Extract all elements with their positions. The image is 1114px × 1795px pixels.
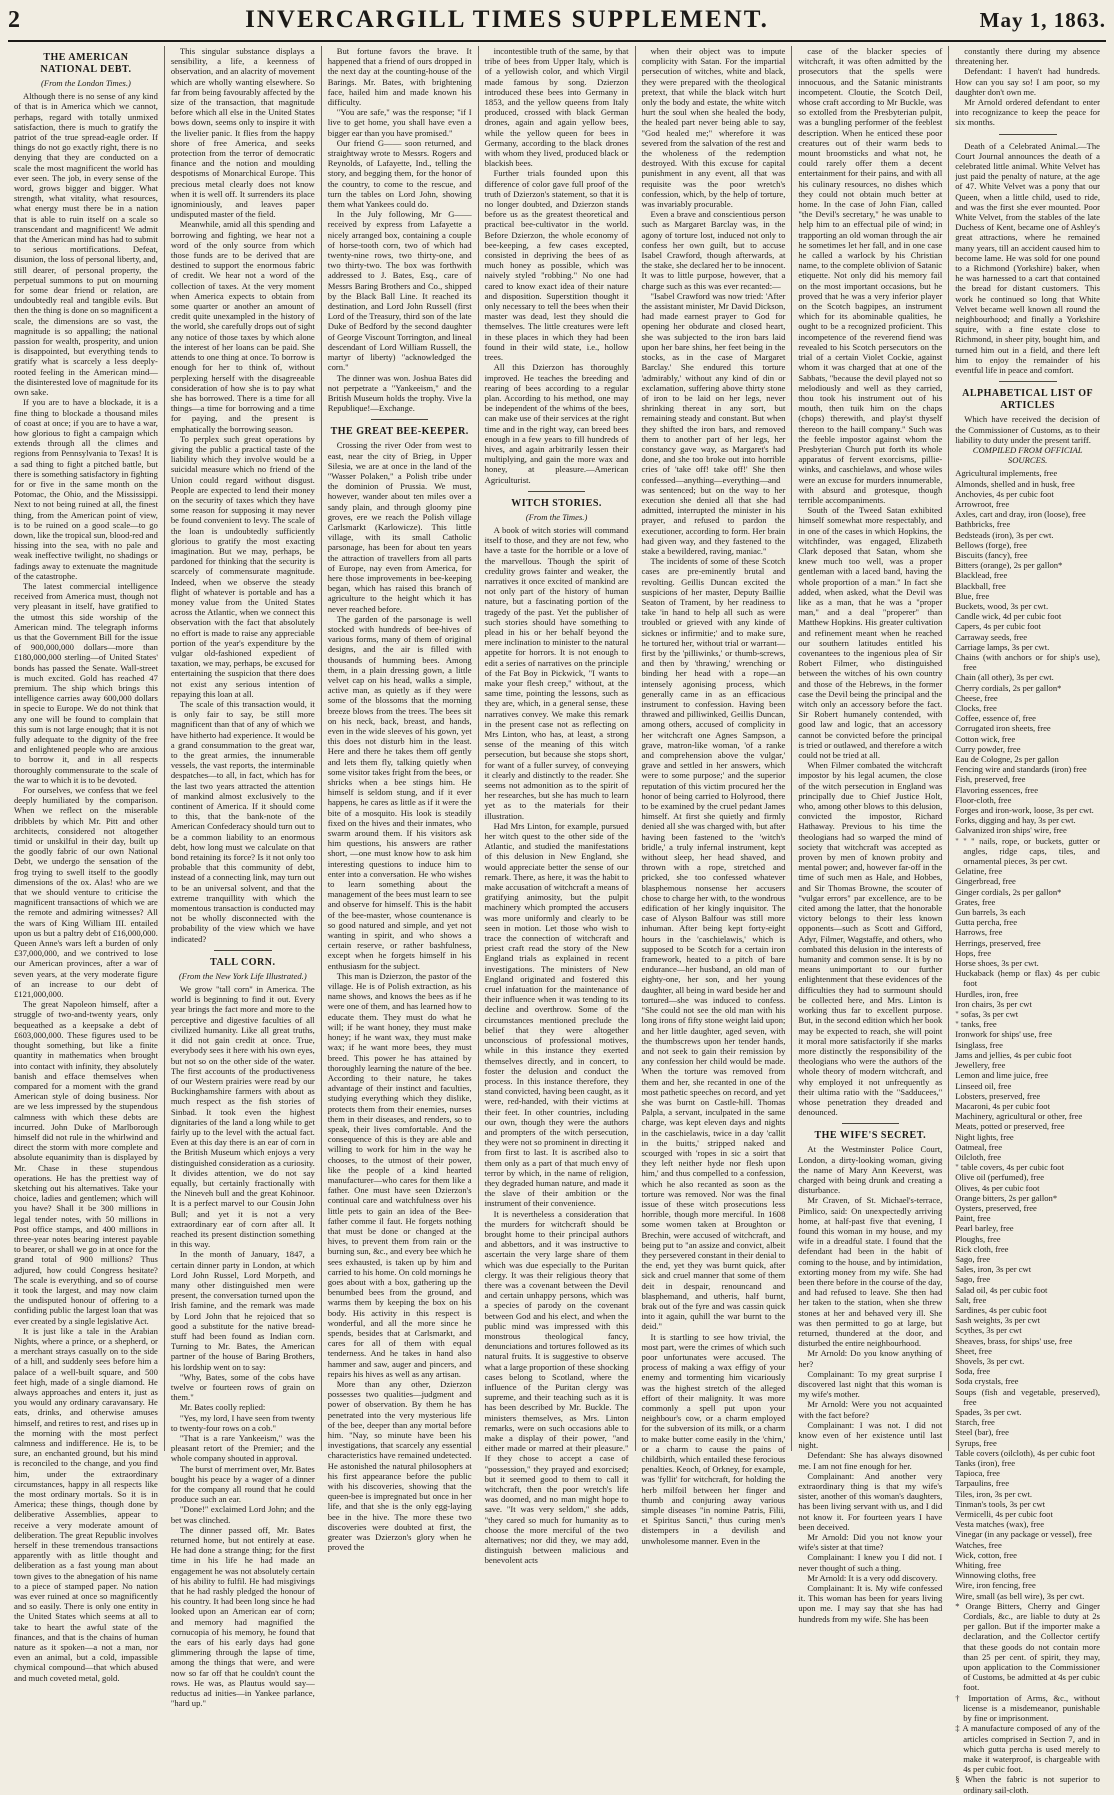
list-item: Vesta matches (wax), free: [955, 1519, 1045, 1530]
list-item: Tarpaulins, free: [955, 1478, 1010, 1489]
paragraph: Mr Arnold: Do you know anything of her?: [798, 1348, 943, 1369]
paragraph: Mr Arnold: It is a very odd discovery.: [807, 1572, 938, 1583]
list-item: Corrugated iron sheets, free: [955, 723, 1051, 734]
paragraph: incontestible truth of the same, by that tribe of bees from Upper Italy, which is of a yellowish color, and which Virgil made famous by song. Dzierzon introduced these bees into Germany in 1853, and the yellow queens from Italy produced, crossed with black German drones, again and again yellow bees, while the yellow queen for bees in Germany, according to the black drones with whom they lived, produced black or blackish bees.: [484, 46, 629, 169]
column-5: [636, 46, 793, 1546]
paragraph: The dinner passed off, Mr. Bates returned home, but not entirely at ease. He had done a strange thing; for the first time in his life he had made an engagement he was not absolutely certain of his ability to fulfil. He had misgivings that he had rashly pledged the honour of his country. It had been long since he had looked upon an American ear of corn; and memory had magnified the cornucopia of his memory, he found that the ears of his early days had gone glimmering through the lapse of time, among the things that were, and were now so far off that he couldn't count the rows. He was, as Plautus would say—reductus ad inities—in Yankee parlance, "hard up.": [170, 1524, 315, 1709]
list-item: Meats, potted or preserved, free: [955, 1121, 1065, 1132]
article-body: [171, 46, 315, 944]
list-item: Macaroni, 4s per cubic foot: [955, 1100, 1050, 1111]
paragraph: The dinner was won. Joshua Bates did not perpetrate a "Yankeeism," and the British Museum holds the trophy. Vive la Republique!—Exchange.: [327, 372, 472, 414]
list-item: Whiting, free: [955, 1560, 1002, 1571]
article-title: ALPHABETICAL LIST OF ARTICLES: [962, 388, 1094, 412]
list-item: Starch, free: [955, 1417, 995, 1428]
list-item: Fencing wire and standards (iron) free: [955, 764, 1087, 775]
list-item: Wire, iron fencing, free: [955, 1580, 1036, 1591]
divider: [999, 381, 1057, 382]
paragraph: Mr Craven, of St. Michael's-terrace, Pimlico, said: On unexpectedly arriving home, at half-past five that evening, I found this woman in my house, and my wife in a dreadful state. I found that the defendant had been in the habit of coming to the house, and by intimidation, extorting money from my wife. She had been there before in the course of the day, and had refused to leave. She then had her taken to the station, when she threw stones at her and behaved very ill. She was then permitted to go at large, but returned, thundered at the door, and disturbed the entire neighbourhood.: [798, 1195, 943, 1349]
list-item: Gutta percha, free: [955, 917, 1018, 928]
list-item: " " " nails, rope, or buckets, gutter or angles, ridge caps, tiles, and ornamental pieces, 3s per cwt.: [955, 835, 1100, 867]
paragraph: when their object was to impute complicity with Satan. For the impartial persecution of witches, white and black, they were prepared with the theological pretext, that while the black witch hurt only the body and estate, the white witch hurt the soul when she healed the body, the healed part never being able to say, "God healed me;" wherefore it was severed from the salvation of the rest and the wholeness of the redemption destroyed. With this excuse for capital punishment in any event, all that was requisite was the poor wretch's confession, which, by the help of torture, was invariably procurable.: [641, 46, 786, 210]
list-item: Chain (all other), 3s per cwt.: [955, 672, 1054, 683]
paragraph: South of the Tweed Satan exhibited himself somewhat more respectably, and in one of the cases in which Hopkins, the witchfinder, was engaged, Elizabeth Clark deposed that Satan, whom she knew much too well, was a proper gentleman with a laced band, having the whole proportion of a man." In fact she added, when asked, what the Devil was like as a man, that he was a "proper man," and a deal "properer" than Matthew Hopkins. His greater cultivation and refinement meant when he reached our southern latitudes entitled his covenantees to the ingenious plea of Sir Robert Filmer, who distinguished between the witches of his own country and those of the Hebrews, in the former case the Devil being the principal and the witch only an accessory before the fact. Sir Robert humanely contended, with good law and logic, that an accessory cannot be convicted before the principal is tried or outlawed, and therefore a witch could not be tried at all.: [798, 505, 943, 761]
list-item: Horse shoes, 3s per cwt.: [955, 958, 1039, 969]
list-item: Isinglass, free: [955, 1039, 1003, 1050]
article-list: [955, 468, 1100, 1794]
list-item: Flavoring essences, free: [955, 784, 1039, 795]
list-item: Cherry cordials, 2s per gallon*: [955, 682, 1062, 693]
list-item: Orange bitters, 2s per gallon*: [955, 1192, 1058, 1203]
divider: [999, 134, 1057, 135]
list-item: Fish, preserved, free: [955, 774, 1026, 785]
column-6: [792, 46, 949, 1624]
list-item: Agricultural implements, free: [955, 468, 1058, 479]
paragraph: It is startling to see how trivial, the most part, were the crimes of which such poor unfortunates were accused. The process of making a wax effigy of your enemy and tormenting him vicariously was the highest stretch of the alleged effort of their malignity. It was more commonly a spell put upon your neighbour's cow, or a charm employed for the subversion of its milk, or a charm to make butter come easily in the 'chirn,' or a charm to cause the pains of childbirth, which entailed these ferocious penalties. Keoch, of Orkney, for example, was 'fyllit' for witchcraft, for holding the herb milfoil between her finger and thumb and conjuring away various simple diseases "in nomine Patris, Filii, et Spiritus Sancti," thus curing men's distempers in a devilish and unwholesome manner. Even in the: [641, 1331, 786, 1546]
list-item: Sago, free: [955, 1274, 991, 1285]
list-item: Blacklead, free: [955, 570, 1008, 581]
paragraph: Although there is no sense of any kind of that is in America which we cannot, perhaps, regard with totally unmixed satisfaction, there is much to gratify the patriot of the true spread-eagle order. If things do not go exactly right, there is no denying that they are conducted on a scale the most magnificent the world has ever seen. The job, in every sense of the word, grows bigger and bigger. What strength, what vitality, what resources, what energy must there be in a nation that is able to ruin itself on a scale so transcendant and magnificent! We admit that the American mind has had to submit to serious mortifications. Defeat, disunion, the loss of personal liberty, and, still dearer, of personal property, the perpetual summons to put on mourning for some dear friend or relation, are undoubtedly real and tangible evils. But then the thing is done on so magnificent a scale, the dimensions are so vast, the magnitude is so appalling; the national passion for wealth, prosperity, and union is disappointed, but everything tends to gratify what is scarcely a less deeply-rooted feeling in the American mind—the disinterested love of magnitude for its own sake.: [14, 91, 158, 398]
list-item: Blue, free: [955, 590, 990, 601]
list-item: Steel (bar), free: [955, 1427, 1009, 1438]
list-item: Sardines, 4s per cubic foot: [955, 1304, 1047, 1315]
column-2: [165, 46, 322, 1709]
paragraph: constantly there during my absence threatening her.: [955, 46, 1100, 67]
list-item: Salad oil, 4s per cubic foot: [955, 1284, 1048, 1295]
list-item: Harrows, free: [955, 927, 1003, 938]
list-item: Paint, free: [955, 1213, 991, 1224]
paragraph: Complainant: I knew you I did not. I never thought of such a thing.: [798, 1552, 943, 1573]
article-title: WITCH STORIES.: [511, 497, 602, 509]
list-item: Eau de Cologne, 2s per gallon: [955, 754, 1059, 764]
paragraph: "Yes, my lord, I have seen from twenty to twenty-four rows on a cob.": [170, 1412, 315, 1433]
list-item: Clocks, free: [955, 702, 997, 713]
article-body: [171, 984, 315, 1708]
paragraph: The burst of merriment over, Mr. Bates bought his peace by a wager of a dinner for the company all round that he could produce such an ear.: [170, 1463, 315, 1505]
list-item: Bellows (forge), free: [955, 539, 1027, 550]
paragraph: The incidents of some of these Scotch cases are pre-eminently brutal and revolting. Geillis Duncan excited the suspicions of her master, Deputy Baillie Seaton of Trament, by her readiness to take 'in hand to help all such as were troubled or grieved with any kinde of sicknes or infirmitie;' and to make sure, he tortured her, without trial or warrant—first by the 'pilliwinks,' or thumb-screws, and then by 'thrawing,' wrenching or binding her head with a rope—an intensely agonising process, which generally came in as an efficacious instrument to confession. Having been thrawed and pilliwinked, Geillis Duncan, among others, accused of complicity in her witchcraft one Agnes Sampson, a grave, matron-like woman, 'of a ranke and comprehension above the vulgar,' grave and settled in her answers, which were to some purpose;' and the superior reputation of this victim procured her the honor of being carried to Holyrood, there to be examined by the cruel pedant James himself. At first she quietly and firmly denied all she was charged with, but after having been fastened to the 'witch's bridle,' a truly infernal instrument, kept without sleep, her head shaved, and thrown with a rope, stretched and pricked, she too confessed whatever blasphemous nonsense her accusers chose to charge her with, to the wondrous edification of her kingly inquisitor. The case of Alyson Balfour was still more inhuman. After being kept forty-eight hours in the 'caschielawis,' which is supposed to be Scotch for a certain iron framework, heated to a pitch of bare endurance—her husband, an old man of eighty-one, her son, and her young daughter, all being in ward beside her and tortured—she was induced to confess. "She could not see the old man with his long irons of fifty stone weight laid upon; and her little daughter, aged seven, with the thumbscrews upon her tender hands, and not seek to gain their remission by any confession her child would be made. When the torture was removed from them and her, she recanted in one of the most pathetic speeches on record, and yet she was burnt on Castle-hill. Thomas Palpla, a servant, inculpated in the same charge, was kept eleven days and nights in the caschielawis, twice in a day 'callit in the buitts,' stripped naked and scourged with 'ropes in sic a soirt that they left neither hyde nor flesh upon him,' and thus compelled to a confession, which he also recanted as soon as the torture was removed. Nor was the final issue of these witch prosecutions less horrible, though more merciful. In 1608 some women taken at Broughton or Brechin, were accused of witchcraft, and being put to "an assize and convict, albeit they persevered constant in their denial to the end, yet they was burnt quick, after sick and cruel manner that some of them deit in despair, renouncand and blasphemand, and utheris, half burnt, brak out of the fyre and was cassin quick into it again, quhill the war burnt to the deid.": [641, 556, 786, 1332]
list-item: Forks, digging and hay, 3s per cwt.: [955, 815, 1076, 826]
list-item: Gelatine, free: [955, 866, 1003, 877]
list-item: Lobsters, preserved, free: [955, 1090, 1041, 1101]
article-title: TALL CORN.: [210, 956, 276, 968]
article-body: [798, 1144, 942, 1624]
paragraph: It is just like a tale in the Arabian Nights, where a prince, or a shepherd, or a merchant strays casually on to the side of a hill, and suddenly sees before him a palace of a well-built square, and 500 feet high, made of a single diamond. He always approaches and enters it, just as you would any ordinary caravansary. He eats, drinks, and otherwise amuses himself, and retires to rest, and rises up in the morning with the most perfect calmness and indifference. He is, to be sure, an enchanted ground, but his mind is reconciled to the change, and you find him, under the extraordinary circumstances, happy in all respects like the most ordinary mortals. So it is in America; these things, though done by deliberative Assemblies, appear to receive a very moderate amount of deliberation. The great Republic involves herself in these tremendous transactions apparently with as little thought and deliberation as a fast young man about town gives to the abnegation of his name to a piece of stamped paper. No nation was ever ruined at once so magnificently and so easily. There is only one entity in the United States which seems at all to take to heart the awful state of the finances, and that is the chains of human nature as it spoken—a not a man, nor even an animal, but a cold, impassible chymical compound—that which abused and much coveted metal, gold.: [14, 1325, 158, 1683]
list-item: Carraway seeds, free: [955, 631, 1028, 642]
article-body: [14, 91, 158, 1683]
paragraph: Our friend G—— soon returned, and straightway wrote to Messrs. Rogers and Reynolds, of Lafayette, Ind., telling the story, and begging them, for the honor of the country, to come to the rescue, and turn the tables on Lord John, showing them what Yankees could do.: [327, 137, 472, 210]
list-item: Anchovies, 4s per cubic foot: [955, 488, 1054, 499]
paragraph: "Isabel Crawford was now tried: 'After the assistant minister, Mr David Dickson, had made earnest prayer to God for opening her obdurate and closed heart, she was subjected to the iron bars laid upon her bare shins, her feet being in the stocks, as in the case of Margaret Barclay.' She endured this torture 'admirably,' without any kind of din or exclamation, suffering above thirty stone of iron to be laid on her legs, never shrinking thereat in any sort, but remaining steady and constant. But when they shifted the iron bars, and removed them to another part of her legs, her constancy gave way, as Margaret's had done, and she too broke out into horrible cries of 'take off! take off!' She then confessed—anything—everything—and was sentenced; but on the way to her execution she denied all that she had admitted, interrupted the minister in his prayer, and refused to pardon the executioner, according to form. Her brain had given way, and they fastened to the stake a bewildered, raving, maniac.": [641, 290, 786, 556]
list-item: Oilcloth, free: [955, 1151, 1002, 1162]
list-item: " table covers, 4s per cubic foot: [955, 1162, 1064, 1173]
list-item: * Orange Bitters, Cherry and Ginger Cordials, &c., are liable to duty at 2s per gallon. But if the importer make a declaration, and the Collector certify that these goods do not contain more than 25 per cent. of spirit, they may, upon application to the Commissioner of Customs, be admitted at 4s per cubic foot.: [955, 1600, 1100, 1693]
article-body: [798, 46, 942, 1117]
list-item: Sheaves, brass, for ships' use, free: [955, 1335, 1073, 1346]
article-body: [485, 525, 629, 1566]
list-item: Carriage lamps, 3s per cwt.: [955, 641, 1050, 652]
list-item: † Importation of Arms, &c., without license is a misdemeanor, punishable by fine or imprisonment.: [955, 1692, 1100, 1724]
article-body: [955, 141, 1100, 376]
paragraph: Even a brave and conscientious person such as Margaret Barclay was, in the agony of torture lost, induced not only to confess her own guilt, but to accuse Isabel Crawford, though afterwards, at the stake, she declared her to be innocent. It was to little purpose, however, that a charge such as this was ever recanted:—: [641, 209, 786, 291]
column-3: [322, 46, 479, 1553]
article-source: (From the London Times.): [40, 78, 131, 88]
paragraph: If you are to have a blockade, it is a fine thing to blockade a thousand miles of coast at once; if you are to have a war, how glorious to fight a campaign which extends through all the climes and regions from Pennsylvania to Texas! It is a sad thing to fight a pitched battle, but there is something satisfactory in fighting for or five in the same month on the Potomac, the Ohio, and the Mississippi. Next to not being ruined at all, the finest thing, from the American point of view, is to be ruined on a good scale—to go down, like the tropical sun, blood-red and hissing into the sea, with no pale and weak ineffective twilight, no shadings or fadings away to extenuate the magnitude of the catastrophe.: [14, 397, 158, 581]
list-item: Rick cloth, free: [955, 1243, 1009, 1254]
list-item: Watches, free: [955, 1539, 1002, 1550]
list-item: Biscuits (fancy), free: [955, 549, 1028, 560]
paragraph: case of the blacker species of witchcraft, it was often admitted by the prosecutors that the spells were innocuous, and the Satanic ministrants incompetent. Cloutie, the Scotch Deil, whose craft according to Mr Buckle, was so extolled from the Presbyterian pulpit, was a bungling performer of the feeblest description. When he enticed these poor creatures out of their warm beds to mount broomsticks and what not, he could rarely offer them a decent entertainment for their pains, and with all his culinary resources, no dishes which they could not obtain much better at home. In the case of John Fian, called "the Devil's secretary," he was unable to help him to an effectual pile of wind; in trapporting an old woman through the air he sometimes let her fall, and in one case he called a warlock by his Christian name, to the complete oblivion of Satanic etiquette. Not only did his memory fail on the most important occasions, but he proved that he was a very inferior player on the Scotch bagpipes, an instrument which for its abominable qualities, he ought to be a recognized proficient. This incompetence of the reverend fiend was revealed to his Scotch persecutors on the trial of a certain Violet Cockie, against whom it was charged that at one of the Sabbats, "because the devil played not so melodiously and well as they carried, thou took his instrument out of his mouth, then tuik him on the chaps (chops) therewith, and play'st thyself thereon to the haill company." Such was the feeble impostor against whom the Presbyterian Church put forth its whole apparatus of fervent exorcisms, pillie-winks, and caschielaws, and whose wiles were an excuse for murders innumerable, with absurd and grotesque, though terrible accompaniments.: [798, 46, 943, 505]
list-item: Ginger cordials, 2s per gallon*: [955, 886, 1062, 897]
list-item: Blackball, free: [955, 580, 1006, 591]
list-item: Olives, 4s per cubic foot: [955, 1182, 1040, 1193]
paragraph: Had Mrs Linton, for example, pursued her witch quest to the other side of the Atlantic, and studied the manifestations of this delusion in New England, she would appreciate better the sense of our remark. There, as here, it was the habit to make accusation of witchcraft a means of gratifying animosity, but the pulpit machinery which prompted the accusers was more uniformly and clearly to be seen in motion. Let those who wish to trace the connection of witchcraft and priest craft read the story of the New England trials as explained in recent investigations. The ministers of New England originated and fostered this cruel infatuation for the maintenance of their influence when it was tending to its decline and overthrow. Some of the circumstances mentioned preclude the belief that they were altogether unconscious of professional motives, while in this instance they exerted themselves directly, and in concert, to foster the delusion and conduct the process. In this instance therefore, they stand convicted, having been caught, as it were, red-handed, with their victims at their feet. In other countries, including our own, though they were the authors and prompters of the witch persecution, they were not so prominent in directing it from first to last. It is ascribed also to them only as a part of that much envy of terror by which, in the name of religion, they degraded human nature, and made it the slave of their ambition or the instrument of their convenience.: [484, 820, 629, 1209]
paragraph: "You are safe," was the response; "if I live to get home, you shall have even a bigger ear than you have promised.": [327, 107, 472, 138]
list-item: Floor-cloth, free: [955, 794, 1012, 805]
article-body: [328, 440, 472, 1552]
paragraph: The great Napoleon himself, after a struggle of two-and-twenty years, only bequeathed as a keepsake a debt of £603,000,000. These figures used to be thought something, but like a finite quantity in mathematics when brought into contact with infinity, they absolutely banish and efface themselves when compared for a moment with the grand American style of doing business. Nor are we less impressed by the stupendous calmness with which these debts are incurred. John Duke of Marlborough himself did not rule in the whirlwind and direct the storm with more complete and absolute equanimity than is displayed by Mr. Chase in these stupendous operations. He has the prettiest way of sketching out his alternatives. Take your choice, ladies and gentlemen; which will you have? Shall it be 300 millions in legal tender notes, with 50 millions in Post office stamps, and 400 millions in three-year notes bearing interest payable to bearer, or shall we go in at once for the grand total of 900 millions? Thus adjured, how could Congress hesitate? The scale is everything, and so of course it took the largest, and may now claim the undisputed honour of offering to a confiding public the largest loan that was ever created by a single legislative Act.: [14, 999, 158, 1326]
list-item: Tiles, iron, 3s per cwt.: [955, 1488, 1033, 1499]
list-item: Sash weights, 3s per cwt: [955, 1315, 1040, 1326]
paragraph: It is nevertheless a consideration that the murders for witchcraft should be brought home to their principal authors and abbettors, and it was instructive to ascertain the very large share of them which was due especially to the Puritan clergy. It was their religious theory that there was a covenant between the Devil and certain unhappy persons, which was a species of parody on the covenant between God and his elect, and when the public mind was impressed with this monstrous theological fancy, denunciations and tortures followed as its natural fruits. It is suggestive to observe what a large proportion of these shocking cases belong to Scotland, where the influence of the Puritan clergy was supreme, and their teaching such as it is has been described by Mr. Buckle. The ministers themselves, as Mrs. Linton remarks, were on such occasions able to make a display of their power, "and either made or marred at their pleasure." If they chose to accept a case of "possession," they prayed and exorcised; but it seemed good to them to call it witchcraft, then the poor wretch's life was doomed, and no man might hope to save. "It was very seldom," she adds, "they cared so much for humanity as to choose the more merciful of the two alternatives; nor did they, we may add, distinguish between malicious and benevolent acts: [484, 1208, 629, 1566]
paragraph: Complainant: I was not. I did not know even of her existence until last night.: [798, 1419, 943, 1451]
article-body: [642, 46, 786, 1546]
list-item: Salt, free: [955, 1294, 987, 1305]
paragraph: Death of a Celebrated Animal.—The Court Journal announces the death of a celebrated little animal. White Velvet has just paid the penalty of nature, at the age of 47. White Velvet was a pony that our Queen, when a little child, used to ride, and was the first she ever mounted. Poor White Velvet, from the stables of the late Duchess of Kent, became one of Ashley's great attractions, where he remained many years, till an accident caused him to become lame. He was sold for one pound to a Richmond (Yorkshire) baker, when he was harnessed to a cart that contained the bread for distant customers. This work he continued so long that White Velvet became well known all round the neighbourhood; and finally a Yorkshire squire, with a fine estate close to Richmond, in sheer pity, bought him, and turned him out in a field, and there left him to enjoy the remainder of his eventful life in peace and comfort.: [955, 140, 1100, 376]
divider: [842, 1123, 900, 1124]
paragraph: At the Westminster Police Court, London, a dirty-looking woman, giving the name of Mary Ann Keeverst, was charged with being drunk and creating a disturbance.: [798, 1144, 943, 1196]
divider: [371, 419, 429, 420]
paragraph: To perplex such great operations by giving the public a practical taste of the liability which they involve would be a suicidal measure which no friend of the Union could regard without disgust. People are expected to lend their money on the security of taxes which they have some reason for supposing it may never be found convenient to levy. The scale of the loan is undoubtedly sufficiently glorious to gratify the most exacting imagination. But we may, perhaps, be pardoned for thinking that the security is scarcely of commensurate magnitude. Indeed, when we observe the steady flight of whatever is portable and has a money value from the United States across the Atlantic, when we connect this observation with the fact that absolutely no effort is made to raise any appreciable portion of the year's expenditure by the vulgar old-fashioned expedient of taxation, we may, perhaps, be excused for entertaining the suspicion that there does not exist any serious intention of repaying this loan at all.: [170, 433, 315, 699]
article-title: THE GREAT BEE-KEEPER.: [330, 426, 469, 438]
list-item: Wire, small (as bell wire), 3s per cwt.: [955, 1590, 1085, 1601]
list-item: Sago, free: [955, 1253, 991, 1264]
article-source: (From the Times.): [525, 511, 588, 522]
page-number: 2: [8, 7, 20, 33]
column-7: [949, 46, 1106, 1795]
list-item: Iron chairs, 3s per cwt: [955, 998, 1032, 1009]
article-title: THE AMERICAN NATIONAL DEBT.: [40, 52, 132, 75]
list-item: Wick, cotton, free: [955, 1549, 1017, 1560]
list-item: Scythes, 3s per cwt: [955, 1325, 1022, 1336]
masthead: [8, 6, 1106, 42]
list-item: Oatmeal, free: [955, 1141, 1003, 1152]
paragraph: When Filmer combated the witchcraft impostor by his legal acumen, the close of the witch persecution in England was principally due to Chief Justice Holt, who, among other blows to this delusion, convicted the impostor, Richard Hathaway. Previous to his time the theologians had so warped the mind of society that witchcraft was accepted as proven by men of known probity and mental power; and, however far-off in the time of such men as Hale, and Hobbes, and Sir Thomas Browne, the scouter of "vulgar errors" par excellence, are to be cited among the latter, that the honorable victory belongs to their less known opponents—such as Scott and Gifford, Adyr, Filmer, Wagstaffe, and others, who combated this delusion in the interests of humanity and common sense. It is by no means unimportant to our further enlightenment that these evidences of the difficulties they had to surmount should be collected here, and Mrs. Linton is working thus far to excellent purpose. But, in the second edition which her book may be expected to reach, she will point it moral more satisfactorily if she marks more distinctly the responsibility of the theologians who were the authors of the whole theory of modern witchcraft, and why employed it not unfrequently as their ultima ratio with the "Sadducees," whose penetration they dreaded and denounced.: [798, 760, 943, 1118]
list-item: Bedsteads (iron), 3s per cwt.: [955, 529, 1054, 540]
list-item: Axles, cart and dray, iron (loose), free: [955, 509, 1086, 520]
list-item: Grates, free: [955, 896, 996, 907]
list-item: Capers, 4s per cubic foot: [955, 621, 1041, 632]
paragraph: The scale of this transaction would, it is only fair to say, be still more magnificent than that of any of which we have hitherto had experience. It would be a grand consummation to the great war, to the great armies, the innumerable vessels, the vast reports, the interminable despatches—to all, in fact, which has for the last two years attracted the attention of mankind almost exclusively to the continent of America. If it should come to this, that the bank-note of the American Confederacy should turn out to be a common liability to an enormous debt, how long must we calculate on that bond retaining its force? Is it not only too probable that this community of debt, instead of a connecting link, may turn out to be an universal solvent, and that the extreme tranquillity with which the momentous transaction is conducted may not be wholly disconnected with the probability of the view which we have indicated?: [170, 699, 315, 944]
list-item: Tinman's tools, 3s per cwt: [955, 1498, 1046, 1509]
list-item: Huckaback (hemp or flax) 4s per cubic foot: [955, 968, 1100, 989]
paragraph: Complainant: And another very extraordinary thing is that my wife's sister, another of this woman's daughters, has been living servant with us, and I did not know it. For fourteen years I have been deceived.: [798, 1470, 943, 1532]
list-item: Hops, free: [955, 947, 992, 958]
list-item: Jewellery, free: [955, 1060, 1006, 1071]
article-title: THE WIFE'S SECRET.: [814, 1130, 927, 1142]
paragraph: For ourselves, we confess that we feel deeply humiliated by the comparison. When we reflect on the miserable dribblets by which Mr. Pitt and other architects, considered not altogether timid or unskilful in their day, built up the goodly fabric of our own National Debt, we undergo the sensation of the frog trying to swell itself to the goodly dimensions of the ox. Alas! who are we that we should venture to criticise the magnificent transactions of which we are the remote and admiring witnesses? All the wars of King William III. entailed upon us but a paltry debt of £16,000,000. Queen Anne's wars left a burden of only £37,000,000, and we contrived to lose our American provinces, after a war of seven years, at the very moderate figure of an increase to our debt of £121,000,000.: [14, 785, 158, 1000]
list-item: Machinery, agricultural or other, free: [955, 1111, 1083, 1122]
paragraph: Complainant: It is. My wife confessed it. This woman has been for years living upon me. I may say that she has had hundreds from my wife. She has been: [798, 1583, 943, 1624]
list-item: Gingerbread, free: [955, 876, 1016, 887]
list-item: § When the fabric is not superior to ordinary sail-cloth.: [955, 1774, 1100, 1795]
paragraph: "Done!" exclaimed Lord John; and the bet was clinched.: [170, 1504, 315, 1525]
issue-date: May 1, 1863.: [979, 8, 1106, 32]
columns: [8, 46, 1106, 1795]
list-item: Gun barrels, 3s each: [955, 907, 1026, 918]
divider: [528, 491, 586, 492]
paragraph: Crossing the river Oder from west to east, near the city of Brieg, in Upper Silesia, we are at once in the land of the "Wasser Polaken," a Polish tribe under the dominion of Prussia. We must, however, wander about ten miles over a sandy plain, and through gloomy pine groves, ere we reach the Polish village Carlsmarkt (Karlowicze). This little village, with its small Catholic parsonage, has been for about ten years the attraction of travellers from all parts of Europe, nay even from America, for here those improvements in bee-keeping began, which has raised this branch of agriculture to the height which it has never reached before.: [327, 440, 472, 614]
paragraph: Mr. Bates coolly replied:: [179, 1402, 266, 1413]
list-item: Table covers (oilcloth), 4s per cubic foot: [955, 1447, 1095, 1458]
list-item: Cheese, free: [955, 692, 998, 703]
list-intro: Which have received the decision of the Commissioner of Customs, as to their liability to duty under the present tariff.: [955, 414, 1100, 445]
paragraph: The garden of the parsonage is well stocked with hundreds of bee-hives of various forms, many of them of original designs, and the air is filled with thousands of humming bees. Among them, in a plain dressing gown, a little velvet cap on his head, walks a simple, active man, as quietly as if they were some of the blossoms that the morning breeze blows from the trees. The bees sit on his neck, back, breast, and hands, even in the wide sleeves of his gown, yet this does not disturb him in the least. Here and there he takes them off gently and lets them fly, talking quietly when some visitor takes fright from the bees, or shricks when a bee stings him. He himself is seldom stung, and if it ever happens, he cares as little as if it were the bite of a mosquito. His look is steadily fixed on the hives and their inmates, who swarm around them. If his visitors ask him questions, his answers are rather short, —one must know how to ask him interesting questions to induce him to enter into a conversation. He who wishes to learn something about the management of the bees must learn to see and observe for himself. This is the habit of the bee-master, whose countenance is so good natured and simple, and yet not wanting in spirit, and who shows a certain reserve, or rather bashfulness, except when he forgets himself in his enthusiasm for the subject.: [327, 613, 472, 971]
article-source: (From the New York Life Illustrated.): [178, 970, 307, 981]
paragraph: But fortune favors the brave. It happened that a friend of ours dropped in the next day at the counting-house of the Barings. Mr. Bates, with brightening face, hailed him and made known his difficulty.: [327, 46, 472, 108]
paragraph: Defendant: She has always disowned me. I am not fine enough for her.: [798, 1450, 943, 1471]
list-item: Pearl barley, free: [955, 1223, 1014, 1234]
list-item: Soda crystals, free: [955, 1376, 1019, 1387]
list-item: Bitters (orange), 2s per gallon*: [955, 560, 1063, 571]
list-item: Bathbricks, free: [955, 519, 1011, 530]
column-4: [479, 46, 636, 1566]
newspaper-title: INVERCARGILL TIMES SUPPLEMENT.: [245, 6, 769, 33]
list-item: Candle wick, 4d per cubic foot: [955, 611, 1062, 622]
list-item: Buckets, wood, 3s per cwt.: [955, 600, 1049, 611]
paragraph: The latest commercial intelligence received from America must, though not very pleasant in itself, have gratified to the utmost this side worship of the American mind. The telegraph informs us that the Government Bill for the issue of 900,000,000 dollars—more than £180,000,000 sterling—of United States' bonds has passed the Senate. Wall-street is much excited. Gold has reached 47 premium. The ship which brings this intelligence carries away 600,000 dollars in specie to Europe. We do not think that any one will be found to complain that this sum is not large enough; that it is not fully adequate to the dignity of the free and enlightened people who are anxious to borrow it, and in all respects thoroughly commensurate to the scale of the war to which it is to be devoted.: [14, 580, 158, 785]
column-1: [8, 46, 165, 1683]
list-item: " sofas, 3s per cwt: [955, 1009, 1019, 1020]
paragraph: A book of witch stories will command itself to those, and they are not few, who have a taste for the horrible or a love of the marvellous. Though the spirit of credulity grows fainter and weaker, the narratives it once excited of mankind are not only part of the history of human nature, but a fascinating portion of the tragedy of the past. Yet the publisher of such stories should have something to plead in his or her behalf beyond the mere inclination to minister to the natural appetite for horrors. It is not enough to edit a series of narratives on the principle of the Fat Boy in Pickwick, "I wants to make your flesh creep," without, at the same time, pointing the lessons, such as they are, which, in a general sense, these narratives convey. We make this remark in the present case not as reflecting on Mrs Linton, who has, at least, a strong sense of the meaning of this witch persecution, but because she stops short, for want of a fuller survey, of conveying it clearly and distinctly to the reader. She seems not admonition as to the spirit of her researches, but she has much to learn yet as to the materials for their illustration.: [484, 524, 629, 821]
list-item: Soda, free: [955, 1366, 991, 1377]
list-item: Oysters, preserved, free: [955, 1202, 1037, 1213]
list-item: Cotton wick, free: [955, 733, 1016, 744]
paragraph: We grow "tall corn" in America. The world is beginning to find it out. Every year brings the fact more and more to the perceptive and digestive faculties of all civilized humanity. Like all great truths, it did not gain credit at once. True, everybody sees it here with his own eyes, but not so on the other side of the water. The first accounts of the productiveness of our Western prairies were read by our Buckinghamshire farmers with about as much respect as the fish stories of Sinbad. It took even the highest dignitaries of the land a long while to get fairly up to the level with the actual fact. Even at this day there is an ear of corn in the British Museum which enjoys a very distinguished consideration as a curiosity. It divides attention, we do not say equally, but certainly fractionally with the Nineveh bull and the great Kohinoor. It is a perfect marvel to our Cousin John Bull; and yet it is not a very extraordinary ear of corn after all. It reached its present distinction something in this way.: [170, 984, 315, 1250]
paragraph: Complainant: To my great surprise I discovered last night that this woman is my wife's mother.: [798, 1368, 943, 1400]
list-item: Herrings, preserved, free: [955, 937, 1041, 948]
list-item: Sales, iron, 3s per cwt: [955, 1264, 1032, 1275]
paragraph: "Why, Bates, some of the cobs have twelve or fourteen rows of grain on them.": [170, 1371, 315, 1403]
list-item: Curry powder, free: [955, 743, 1021, 754]
list-item: Tanks (iron), free: [955, 1458, 1016, 1469]
list-item: Coffee, essence of, free: [955, 713, 1036, 724]
divider: [214, 950, 272, 951]
article-body: [328, 46, 472, 413]
list-item: Galvanized iron ships' wire, free: [955, 825, 1067, 836]
list-item: Soups (fish and vegetable, preserved), free: [955, 1386, 1100, 1407]
list-item: Shovels, 3s per cwt.: [955, 1355, 1025, 1366]
list-item: Lemon and lime juice, free: [955, 1070, 1049, 1081]
list-item: Vermicelli, 4s per cubic foot: [955, 1509, 1053, 1520]
paragraph: Defendant: I haven't had hundreds. How can you say so! I am poor, so my daughter don't own me.: [955, 66, 1100, 97]
list-item: Jams and jellies, 4s per cubic foot: [955, 1049, 1072, 1060]
paragraph: In the July following, Mr G—— received by express from Lafayette a nicely arranged box, containing a couple of horse-tooth corn, two of which had twenty-nine rows, two thirty-one, and two thirty-two. The box was forthwith addressed to J. Bates, Esq., care of Messrs Baring Brothers and Co., shipped by the Black Ball Line. It reached its destination, and Lord John Russell (first Lord of the Treasury, third son of the late Duke of Bedford by the second daughter of George Viscount Torrington, and lineal descendant of Lord William Russell, the martyr of liberty) "acknowledged the corn.": [327, 209, 472, 373]
list-item: Almonds, shelled and in husk, free: [955, 478, 1075, 489]
paragraph: Further trials founded upon this difference of color gave full proof of the truth of Dzierzon's statement, so that it is no longer doubted, and Dzierzon stands before us as the greatest theoretical and practical bee-cultivator in the world. Before Dzierzon, the whole economy of bee-keeping, a few cases excepted, consisted in depriving the bees of as much honey as possible, which was naively styled "robbing." No one had cared to know exact idea of their nature and disposition. Superstition thought it only necessary to tell the bees when their master was dead, lest they should die themselves. The little creatures were left in these places in which they had been found in their wild state, i.e., hollow trees.: [484, 168, 629, 363]
paragraph: Mr Arnold ordered defendant to enter into recognizance to keep the peace for six months.: [955, 97, 1100, 128]
list-item: ‡ A manufacture composed of any of the articles comprised in Section 7, and in which gutta percha is used merely to make it waterproof, is chargeable with 4s per cubic foot.: [955, 1723, 1100, 1775]
paragraph: This singular substance displays a sensibility, a life, a keenness of observation, and an alacrity of movement which are wholly wanting elsewhere. So far from being favourably affected by the size of the transaction, that magnitude before which all else in the United States bows down, seems only to inspire it with the livelier panic. It flies from the happy shore of free America, and seeks protection from the terror of democratic finance and the notion and moulding despotisms of Monarchical Europe. This precious metal clearly does not know when it is well off. It surrenders its place ignominiously, and leaves paper undisputed master of the field.: [170, 46, 315, 220]
paragraph: This man is Dzierzon, the pastor of the village. He is of Polish extraction, as his name shows, and knows the bees as if he were one of them, and has learned how to educate them. They must do what he will; if he want honey, they must make honey; if he want wax, they must make wax; if he want more bees, they must breed. This power he has attained by thoroughly learning the nature of the bee. According to their nature, he takes advantage of their instinct and faculties, studying everything which they dislike, protects them from their enemies, nurses them in their diseases, and renders, so to speak, their lives comfortable. And the consequence of this is they are able and willing to work for him in the way he chooses, to the utmost of their power, like the people of a kind hearted manufacturer—who cares for them like a father. One must have seen Dzierzon's continual care and watchfulness over his little pets to gain an idea of the Bee-father comme il faut. He forgets nothing that must be done or changed at the hives, to prevent them from rain or the burning sun, &c., and every bee which he sees exhausted, is taken up by him and carried to his home. On cold mornings he goes about with a box, gathering up the benumbed bees from the ground, and warms them by keeping the box on his body. His activity in this respect is wonderful, and all the more since he spends, besides that at Carlsmarkt, and cares for all of them with equal tenderness. And he takes in hand also hammer and saw, auger and pincers, and repairs his hives as well as any artisan.: [327, 970, 472, 1379]
list-item: " tanks, free: [955, 1019, 997, 1030]
list-item: Sheet, free: [955, 1345, 992, 1356]
list-item: Linseed oil, free: [955, 1080, 1012, 1091]
list-item: Spades, 3s per cwt.: [955, 1407, 1022, 1417]
list-compiled: COMPILED FROM OFFICIAL SOURCES.: [972, 444, 1083, 466]
paragraph: More than any other, Dzierzon possesses two qualities—judgment and power of observation. By them he has penetrated into the very mysterious life of the bee, deeper than any mortal before him. "Nay, so minute have been his investigations, that scarcely any essential characteristics have remained undetected. He astonished the natural philosophers at his first appearance before the public with his discoveries, showing that the queen-bee is impregnated but once in her life, and that she is the only egg-laying bee in the hive. The more these two discoveries were doubted at first, the greater was Dzierzon's glory when he proved the: [327, 1379, 472, 1553]
list-item: Arrowroot, free: [955, 498, 1010, 509]
list-item: Syrups, free: [955, 1437, 997, 1448]
list-item: Night lights, free: [955, 1131, 1014, 1142]
list-item: Winnowing cloths, free: [955, 1570, 1036, 1581]
list-item: Chains (with anchors or for ship's use), free: [955, 651, 1100, 673]
paragraph: In the month of January, 1847, a certain dinner party in London, at which Lord John Russel, Lord Morpeth, and many other distinguished men were present, the conversation turned upon the Irish famine, and the remark was made by Lord John that he rejoiced that so good a substitute for the native bread-stuff had been found as Indian corn. Turning to Mr. Bates, the American partner of the house of Baring Brothers, his lordship went on to say:: [170, 1249, 315, 1372]
paragraph: "That is a rare Yankeeism," was the pleasant retort of the Premier; and the whole company shouted in approval.: [170, 1433, 315, 1464]
list-item: Ploughs, free: [955, 1233, 1001, 1244]
list-item: Tapioca, free: [955, 1468, 1000, 1479]
paragraph: Mr Arnold: Did you not know your wife's sister at that time?: [798, 1532, 943, 1553]
list-item: Olive oil (perfumed), free: [955, 1172, 1045, 1183]
paragraph: Meanwhile, amid all this spending and borrowing and fighting, we hear not a word of the only source from which those funds are to be derived that are destined to support the enormous fabric of credit. We hear not a word of the collection of taxes. At the very moment when America expects to obtain from some quarter or another an amount of credit quite unexampled in the history of the world, she carefully drops out of sight any notice of those taxes by which alone the interest of her loans can be paid. She attends to one thing at once. To borrow is enough for her to think of, without perplexing herself with the disagreeable consideration of how she is to pay what she has borrowed. There is a time for all things—a time for borrowing and a time for paying, and the present is emphatically the borrowing season.: [170, 219, 315, 434]
list-item: Forges and iron-work, loose, 3s per cwt.: [955, 805, 1094, 816]
paragraph: All this Dzierzon has thoroughly improved. He teaches the breeding and rearing of bees according to a regular plan. According to his method, one may be independent of the whims of the bees, can make use of their services at the right time and in the right way, can breed bees enough in a few years to fill hundreds of hives, and again arbitrarily lessen their multiplying, and gain the more wax and honey, at pleasure.—American Agriculturist.: [484, 362, 629, 485]
list-item: Vinegar (in any package or vessel), free: [955, 1529, 1092, 1540]
article-body: [485, 46, 629, 485]
paragraph: Mr Arnold: Were you not acquainted with the fact before?: [798, 1399, 943, 1420]
list-item: Ironwork for ships' use, free: [955, 1029, 1053, 1040]
list-item: Hurdles, iron, free: [955, 988, 1019, 999]
article-body: [955, 46, 1100, 128]
